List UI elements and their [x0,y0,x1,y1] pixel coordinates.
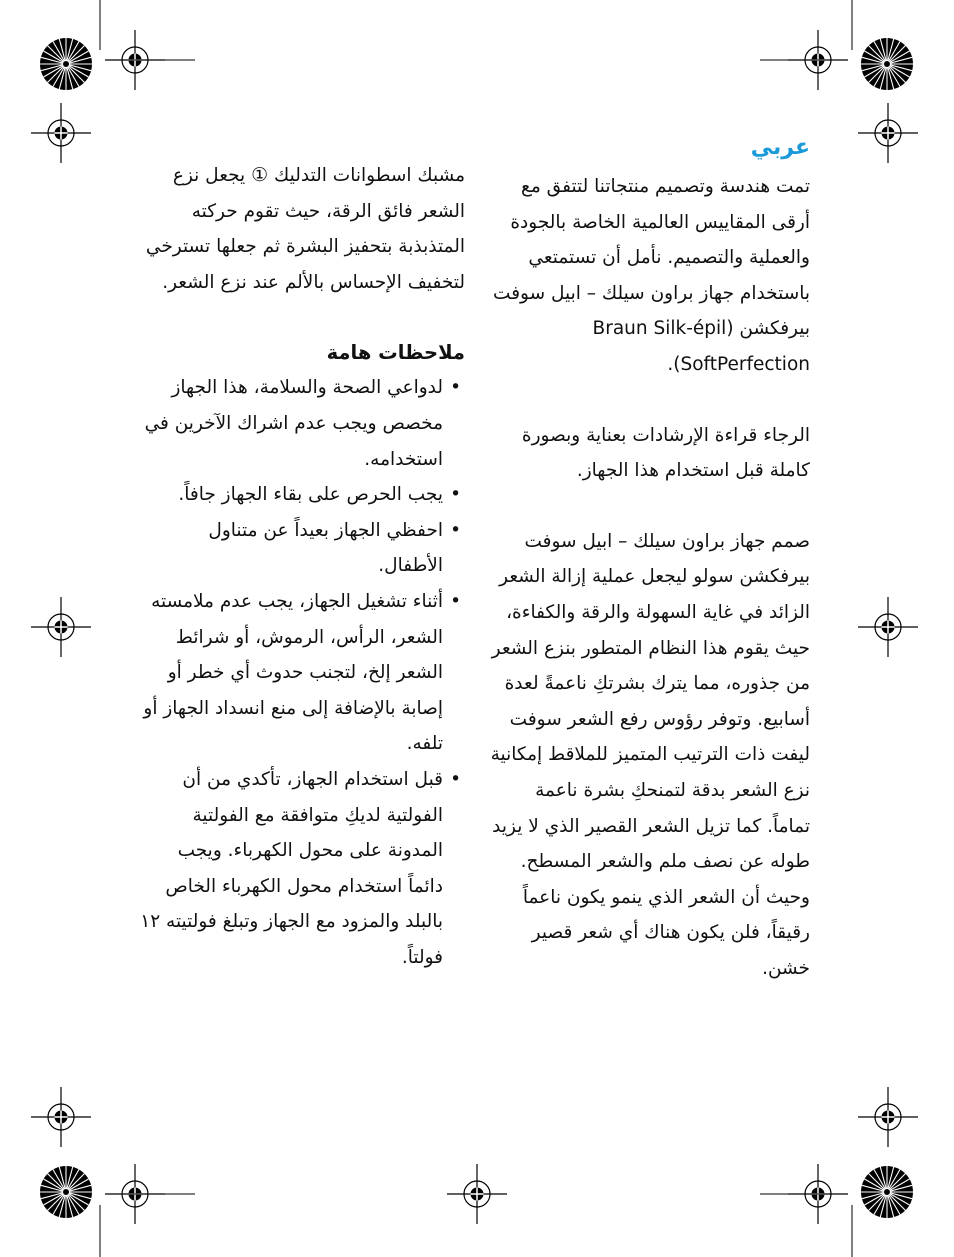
note-item: • قبل استخدام الجهاز، تأكدي من أن الفولتية لديكِ متوافقة مع الفولتية المدونة على محول الكهرباء. ويجب دائماً استخدام محول الكهرباء الخاص بالبلد والمزود مع الجهاز وتبلغ فولتيته ١٢ فولتاً. [140,762,465,976]
clamp-text-after: يجعل نزع الشعر فائق الرقة، حيث تقوم حركته المتذبذبة بتحفيز البشرة ثم جعلها تسترخي لتخفيف الإحساس بالألم عند نزع الشعر. [145,165,465,293]
read-instructions-paragraph: الرجاء قراءة الإرشادات بعناية وبصورة كاملة قبل استخدام هذا الجهاز. [521,424,810,482]
important-notes-heading: ملاحظات هامة [326,341,465,365]
language-title: عربي [750,135,810,160]
important-notes-list [140,370,465,975]
note-item: • يجب الحرص على بقاء الجهاز جافاً. [140,477,465,513]
part-number-1: ① [251,164,269,186]
massage-clamp-paragraph [140,158,465,300]
right-column [490,135,810,986]
product-description-paragraph: صمم جهاز براون سيلك – ابيل سوفت بيرفكشن سولو ليجعل عملية إزالة الشعر الزائد في غاية السهولة والرقة والكفاءة، حيث يقوم هذا النظام المتطور بنزع الشعر من جذوره، مما يترك بشرتكِ ناعمةً لعدة أسابيع. وتوفر رؤوس رفع الشعر سوفت ليفت ذات الترتيب المتميز للملاقط إمكانية نزع الشعر بدقة لتمنحكِ بشرة ناعمة تماماً. كما تزيل الشعر القصير الذي لا يزيد طوله عن نصف ملم والشعر المسطح. وحيث أن الشعر الذي ينمو يكون ناعماً رقيقاً، فلن يكون هناك أي شعر قصير خشن. [490,530,810,979]
clamp-text-before: مشبك اسطوانات التدليك [274,165,465,186]
note-item: • أثناء تشغيل الجهاز، يجب عدم ملامسته الشعر، الرأس، الرموش، أو شرائط الشعر إلخ، لتجنب حدوث أي خطر أو إصابة بالإضافة إلى منع انسداد الجهاز أو تلفه. [140,584,465,762]
left-column [140,158,465,975]
note-item: • لدواعي الصحة والسلامة، هذا الجهاز مخصص ويجب عدم اشراك الآخرين في استخدامه. [140,370,465,477]
note-item: • احفظي الجهاز بعيداً عن متناول الأطفال. [140,513,465,584]
intro-paragraph: تمت هندسة وتصميم منتجاتنا لتتفق مع أرقى المقاييس العالمية الخاصة بالجودة والعملية والتصميم. نأمل أن تستمتعي باستخدام جهاز براون سيلك – ابيل سوفت بيرفكشن (Braun Silk-épil SoftPerfection). [493,176,810,375]
